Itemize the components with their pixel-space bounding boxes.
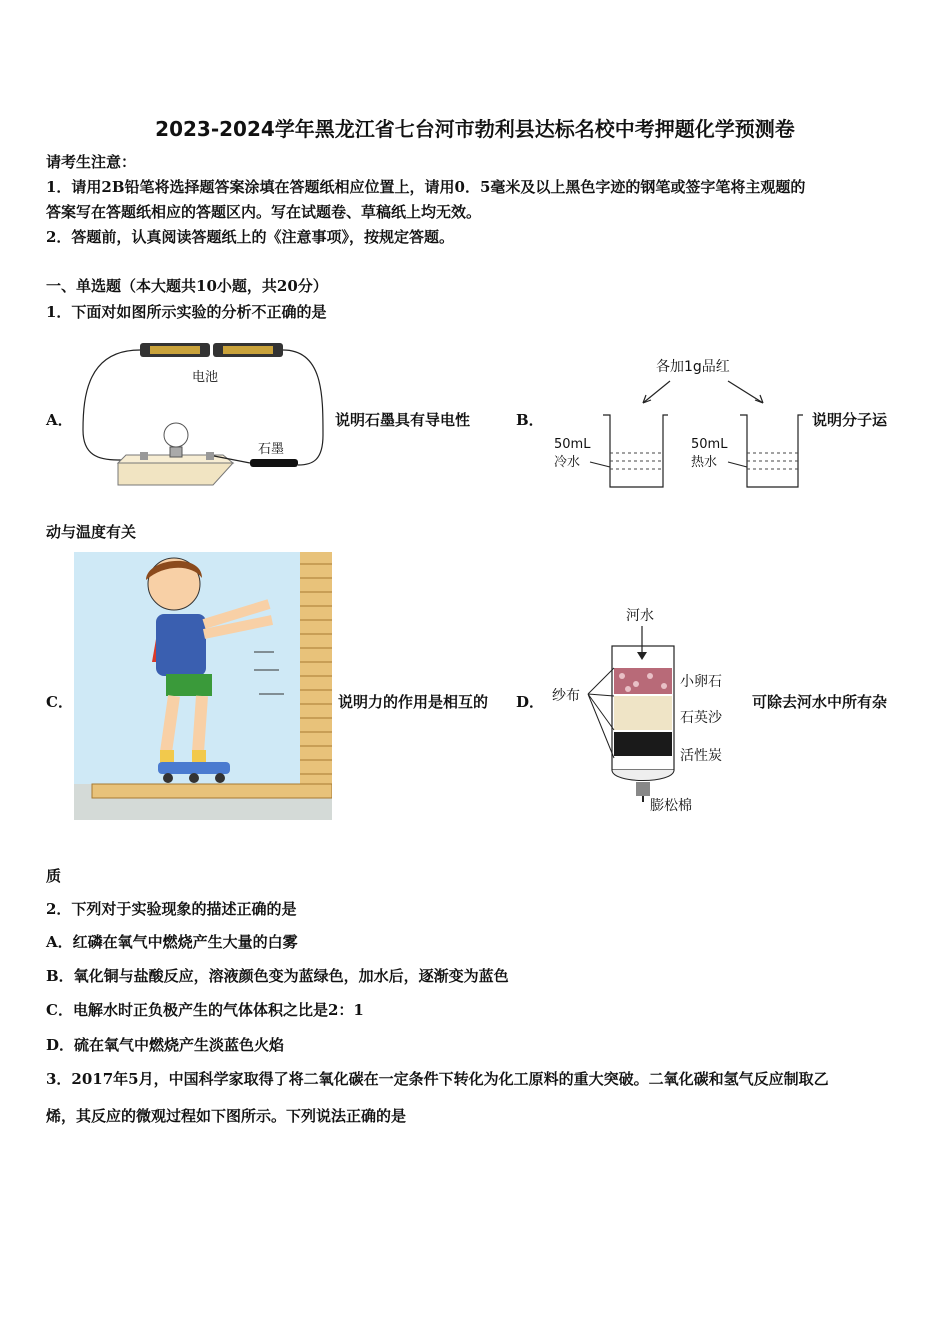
circuit-figure: [78, 335, 333, 495]
notice-heading: 请考生注意：: [46, 153, 137, 171]
q1-c-text: 说明力的作用是相互的: [338, 693, 489, 711]
cold-water-label: 冷水: [554, 455, 581, 470]
q1-b-text: 说明分子运: [812, 411, 888, 429]
beaker-figure: [548, 345, 810, 495]
notice-line-2: 2．答题前，认真阅读答题纸上的《注意事项》，按规定答题。: [46, 228, 454, 246]
q1-d-continued: 质: [46, 867, 62, 885]
q3-stem-line2: 烯，其反应的微观过程如下图所示。下列说法正确的是: [46, 1107, 407, 1125]
q1-c-label: C．: [46, 693, 73, 711]
cotton-label: 膨松棉: [650, 798, 692, 814]
notice-line-1a: 1．请用2B铅笔将选择题答案涂填在答题纸相应位置上，请用0．5毫米及以上黑色字迹的钢笔或签字笔将主观题的: [46, 178, 806, 196]
q1-b-label: B．: [516, 411, 544, 429]
q2-option-a: A．红磷在氧气中燃烧产生大量的白雾: [46, 933, 298, 951]
page-title: 2023-2024学年黑龙江省七台河市勃利县达标名校中考押题化学预测卷: [155, 117, 795, 141]
river-water-label: 河水: [626, 608, 654, 624]
q1-a-label: A．: [46, 411, 73, 429]
section-heading: 一、单选题（本大题共10小题，共20分）: [46, 277, 328, 295]
battery-label: 电池: [192, 370, 219, 385]
pebble-label: 小卵石: [680, 674, 722, 690]
filter-figure: [548, 600, 748, 820]
activated-carbon-label: 活性炭: [680, 748, 722, 764]
skater-figure: [74, 552, 332, 820]
q2-stem: 2．下列对于实验现象的描述正确的是: [46, 900, 297, 918]
q2-option-c: C．电解水时正负极产生的气体体积之比是2：1: [46, 1001, 364, 1019]
pinkdye-label: 各加1g品红: [656, 359, 730, 375]
q1-a-text: 说明石墨具有导电性: [335, 411, 471, 429]
q1-stem: 1．下面对如图所示实验的分析不正确的是: [46, 303, 327, 321]
hot-water-label: 热水: [691, 455, 718, 470]
q1-b-continued: 动与温度有关: [46, 523, 137, 541]
q2-option-b: B．氧化铜与盐酸反应，溶液颜色变为蓝绿色，加水后，逐渐变为蓝色: [46, 967, 509, 985]
quartz-sand-label: 石英沙: [680, 710, 722, 726]
gauze-label: 纱布: [552, 688, 580, 704]
right-volume: 50mL: [691, 437, 728, 452]
q1-d-label: D．: [516, 693, 545, 711]
q3-stem-line1: 3．2017年5月，中国科学家取得了将二氧化碳在一定条件下转化为化工原料的重大突破。二氧化碳和氢气反应制取乙: [46, 1070, 829, 1088]
left-volume: 50mL: [554, 437, 591, 452]
q2-option-d: D．硫在氧气中燃烧产生淡蓝色火焰: [46, 1036, 285, 1054]
graphite-label: 石墨: [258, 442, 285, 457]
notice-line-1b: 答案写在答题纸相应的答题区内。写在试题卷、草稿纸上均无效。: [46, 203, 482, 221]
q1-d-text: 可除去河水中所有杂: [752, 693, 888, 711]
